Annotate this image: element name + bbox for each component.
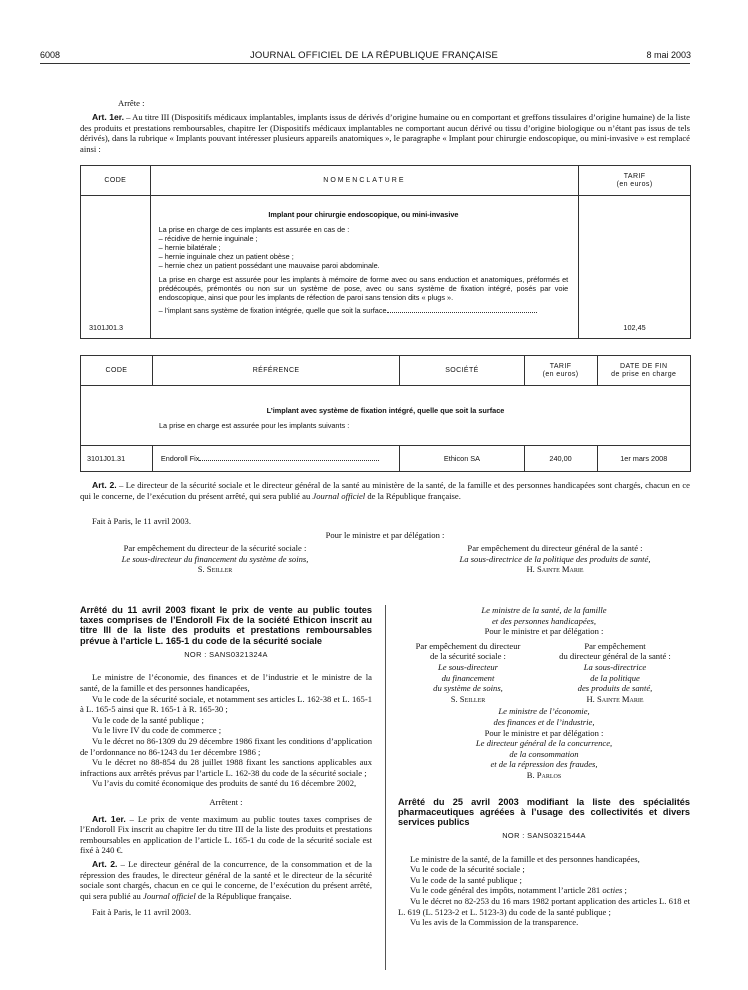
nor-reference: NOR : SANS0321324A [184,649,268,659]
dot-leader [387,312,537,313]
article-label: Art. 2. [92,858,118,869]
item-4: – hernie chez un patient possédant une mauvaise paroi abdominale. [158,261,380,270]
fait-a-paris: Fait à Paris, le 11 avril 2003. [92,516,191,526]
pour-le-ministre: Pour le ministre et par délégation : [325,530,445,540]
article-1-top [80,112,690,154]
nor-reference-2: NOR : SANS0321544A [502,831,586,841]
text: Vu le code général des impôts, notamment l’article 281 [410,885,603,896]
row-tarif: 102,45 [579,196,691,339]
article-text: – Au titre III (Dispositifs médicaux implantables, implants issus de dérivés d’origine humaine ou en comportant et greffons tissulaires d’origine humaine) de la liste des produits et prestations remboursables, chapitre Ier (Dispositifs médicaux implantables ne comportant aucun dérivé ou tissu d’origine biologique ou n’étant pas issus de tels dérivés), dans la rubrique « Implants pouvant intéresser plusieurs appareils anatomiques », le paragraphe « Implant pour chirurgie endoscopique, ou mini-invasive » est remplacé ainsi : [80,112,690,154]
row-societe: Ethicon SA [400,446,524,472]
delegation-line: Pour le ministre et par délégation : [484,626,604,637]
col-header-nomenclature: NOMENCLATURE [150,166,579,196]
tarif-label: TARIF [549,362,572,370]
decree-title-2: Arrêté du 25 avril 2003 modifiant la liste des spécialités pharmaceutiques agréées à l’usage des collectivités et divers services publics [398,796,690,827]
row-date: 1er mars 2008 [597,446,690,472]
journal-name: Journal officiel [312,490,366,501]
sig-title: des finances et de l’industrie, [493,716,595,727]
column-divider [385,605,386,970]
article-text: – Le directeur de la sécurité sociale et le directeur général de la santé au ministère de la santé, de la famille et des personnes handicapées sont chargés, chacun en ce qui le concerne, de l’exécution du présent arrêté, qui sera publié au [80,480,690,501]
sig-name: B. Parlos [526,769,562,780]
sig-title: du financement [441,672,495,683]
paragraph: Vu les avis de la Commission de la transparence. [410,917,579,928]
row-tarif: 240,00 [524,446,597,472]
article-text: – Le directeur général de la concurrence, de la consommation et de la répression des fraudes, le directeur général de la santé et le directeur de la sécurité sociale sont chargés, chacun en ce qui le concerne, de l’exécution du présent arrêté, qui sera publié au [80,858,372,901]
article-end: de la République française. [195,890,292,901]
left-column [80,605,372,918]
sig-line: du directeur général de la santé : [559,651,671,662]
signature-right [540,641,690,705]
journal-title: JOURNAL OFFICIEL DE LA RÉPUBLIQUE FRANÇAISE [249,50,499,61]
paragraph: Le ministre de l’économie, des finances et de l’industrie et le ministre de la santé, de la famille et des personnes handicapées, [80,672,372,693]
article-label: Art. 2. [92,480,117,490]
sig-name: H. Sainte Marie [526,564,584,575]
col-header-tarif [524,356,597,386]
sig-line: de la sécurité sociale : [430,651,506,662]
left-signature [80,543,350,575]
fait-a-paris: Fait à Paris, le 11 avril 2003. [92,907,191,918]
minister-line: Le ministre de la santé, de la famille [481,605,607,615]
reference-table [80,355,691,472]
economy-signature [398,706,690,780]
sig-title: La sous-directrice de la politique des produits de santé, [459,553,651,564]
reference-text: Endoroll Fix [160,454,200,463]
col-header-reference: RÉFÉRENCE [152,356,399,386]
item-3: – hernie inguinale chez un patient obèse ; [158,252,294,261]
section-intro: La prise en charge de ces implants est assurée en cas de : [158,225,350,234]
item-2: – hernie bilatérale ; [158,243,221,252]
sig-title: Le sous-directeur du financement du système de soins, [121,553,309,564]
col-header-societe: SOCIÉTÉ [400,356,524,386]
sig-name: S. Seiller [197,564,233,575]
paragraph [398,885,690,896]
paragraph: Vu l’avis du comité économique des produits de santé du 16 décembre 2002, [92,778,357,789]
sig-name: S. Seiller [450,693,486,704]
issue-date: 8 mai 2003 [646,50,691,60]
section-title: L’implant avec système de fixation intégré, quelle que soit la surface [266,406,505,415]
paragraph: Vu le livre IV du code de commerce ; [92,725,222,736]
page-number: 6008 [40,50,61,60]
paragraph: Vu le code de la sécurité sociale, et notamment ses articles L. 162-38 et L. 165-1 à L. 165-5 ainsi que R. 165-1 à R. 165-30 ; [80,693,372,715]
tarif-unit: (en euros) [616,180,653,188]
right-column [398,605,690,928]
col-header-tarif [579,166,691,196]
section-paragraph: La prise en charge est assurée pour les implants à mémoire de forme avec ou sans enduction et anatomiques, préformés et prédécoupés, prémontés ou non sur un système de pose, avec ou sans système de fixation intégré, posés par voie endoscopique, ainsi que pour les implants de réfection de paroi sans tension dits « plugs ». [158,275,569,302]
date-label-2: de prise en charge [611,370,677,378]
section-intro: La prise en charge est assurée pour les implants suivants : [159,421,350,430]
paragraph: Vu le code de la santé publique ; [410,874,522,885]
paragraph: Vu le décret no 82-253 du 16 mars 1982 portant application des articles L. 618 et L. 619 (L. 5123-2 et L. 5123-3) du code de la santé publique ; [398,896,690,917]
sig-title: La sous-directrice [583,661,647,672]
section-cell [81,386,691,446]
tarif-unit: (en euros) [542,370,579,378]
row-reference [152,446,399,472]
article-2-top [80,480,690,501]
signature-left [398,641,538,705]
article-end: de la République française. [365,490,461,501]
sig-title: Le ministre de l’économie, [498,706,590,717]
article-text: – Le prix de vente maximum au public toutes taxes comprises de l’Endoroll Fix inscrit au chapitre Ier du titre III de la liste des produits et prestations remboursables en application de l’article L. 165-1 du code de la sécurité sociale est fixé à 240 €. [80,813,372,856]
article-label: Art. 1er. [92,112,125,122]
right-signature [420,543,690,575]
decree-title: Arrêté du 11 avril 2003 fixant le prix de vente au public toutes taxes comprises de l’Endoroll Fix de la société Ethicon inscrit au titre III de la liste des produits et prestations remboursables prévue à l’article L. 165-1 du code de la sécurité sociale [80,605,372,646]
nomenclature-cell [150,196,579,339]
nomenclature-table [80,165,691,339]
row-text: – l’implant sans système de fixation intégrée, quelle que soit la surface [158,306,387,315]
row-code: 3101J01.31 [81,446,153,472]
sig-title: et de la répression des fraudes, [490,759,598,770]
sig-title: Le directeur général de la concurrence, [475,738,613,749]
sig-title: de la politique [590,672,640,683]
date-label: DATE DE FIN [620,362,668,370]
paragraph: Le ministre de la santé, de la famille et des personnes handicapées, [410,853,640,864]
journal-name: Journal officiel [143,890,196,901]
delegation-line: Pour le ministre et par délégation : [484,727,604,738]
paragraph: Vu le code de la sécurité sociale ; [410,864,525,875]
sig-title: Le sous-directeur [437,661,499,672]
col-header-code: CODE [81,166,151,196]
header-rule [40,63,690,64]
row-code: 3101J01.3 [81,196,151,339]
paragraph: Vu le code de la santé publique ; [92,714,204,725]
sig-title: de la consommation [509,748,579,759]
text: ; [622,885,627,896]
row-description [159,306,569,315]
sig-line: Par empêchement [584,640,646,651]
sig-line: Par empêchement du directeur général de la santé : [467,543,643,553]
minister-line: et des personnes handicapées, [491,615,597,626]
section-title: Implant pour chirurgie endoscopique, ou mini-invasive [268,210,459,219]
dual-signatures [398,641,690,705]
paragraph: Vu le décret no 86-1309 du 29 décembre 1986 fixant les conditions d’application de l’ordonnance no 86-1243 du 1er décembre 1986 ; [80,735,372,757]
article-1 [80,814,372,856]
arretent: Arrêtent : [209,796,243,807]
col-header-code: CODE [81,356,153,386]
paragraph: Vu le décret no 88-854 du 28 juillet 1988 fixant les sanctions applicables aux infractions aux arrêtés prévus par l’article L. 162-38 du code de la sécurité sociale ; [80,757,372,778]
dot-leader [199,460,379,461]
sig-line: Par empêchement du directeur [415,640,521,651]
sig-title: des produits de santé, [577,683,653,694]
sig-name: H. Sainte Marie [586,693,644,704]
tarif-label: TARIF [623,172,646,180]
arrete-heading: Arrête : [118,98,145,108]
article-label: Art. 1er. [92,813,126,824]
text-italic: octies [602,885,623,896]
article-2 [80,859,372,901]
col-header-date [597,356,690,386]
sig-line: Par empêchement du directeur de la sécurité sociale : [123,543,307,553]
item-1: – récidive de hernie inguinale ; [158,234,258,243]
sig-title: du système de soins, [433,683,503,694]
